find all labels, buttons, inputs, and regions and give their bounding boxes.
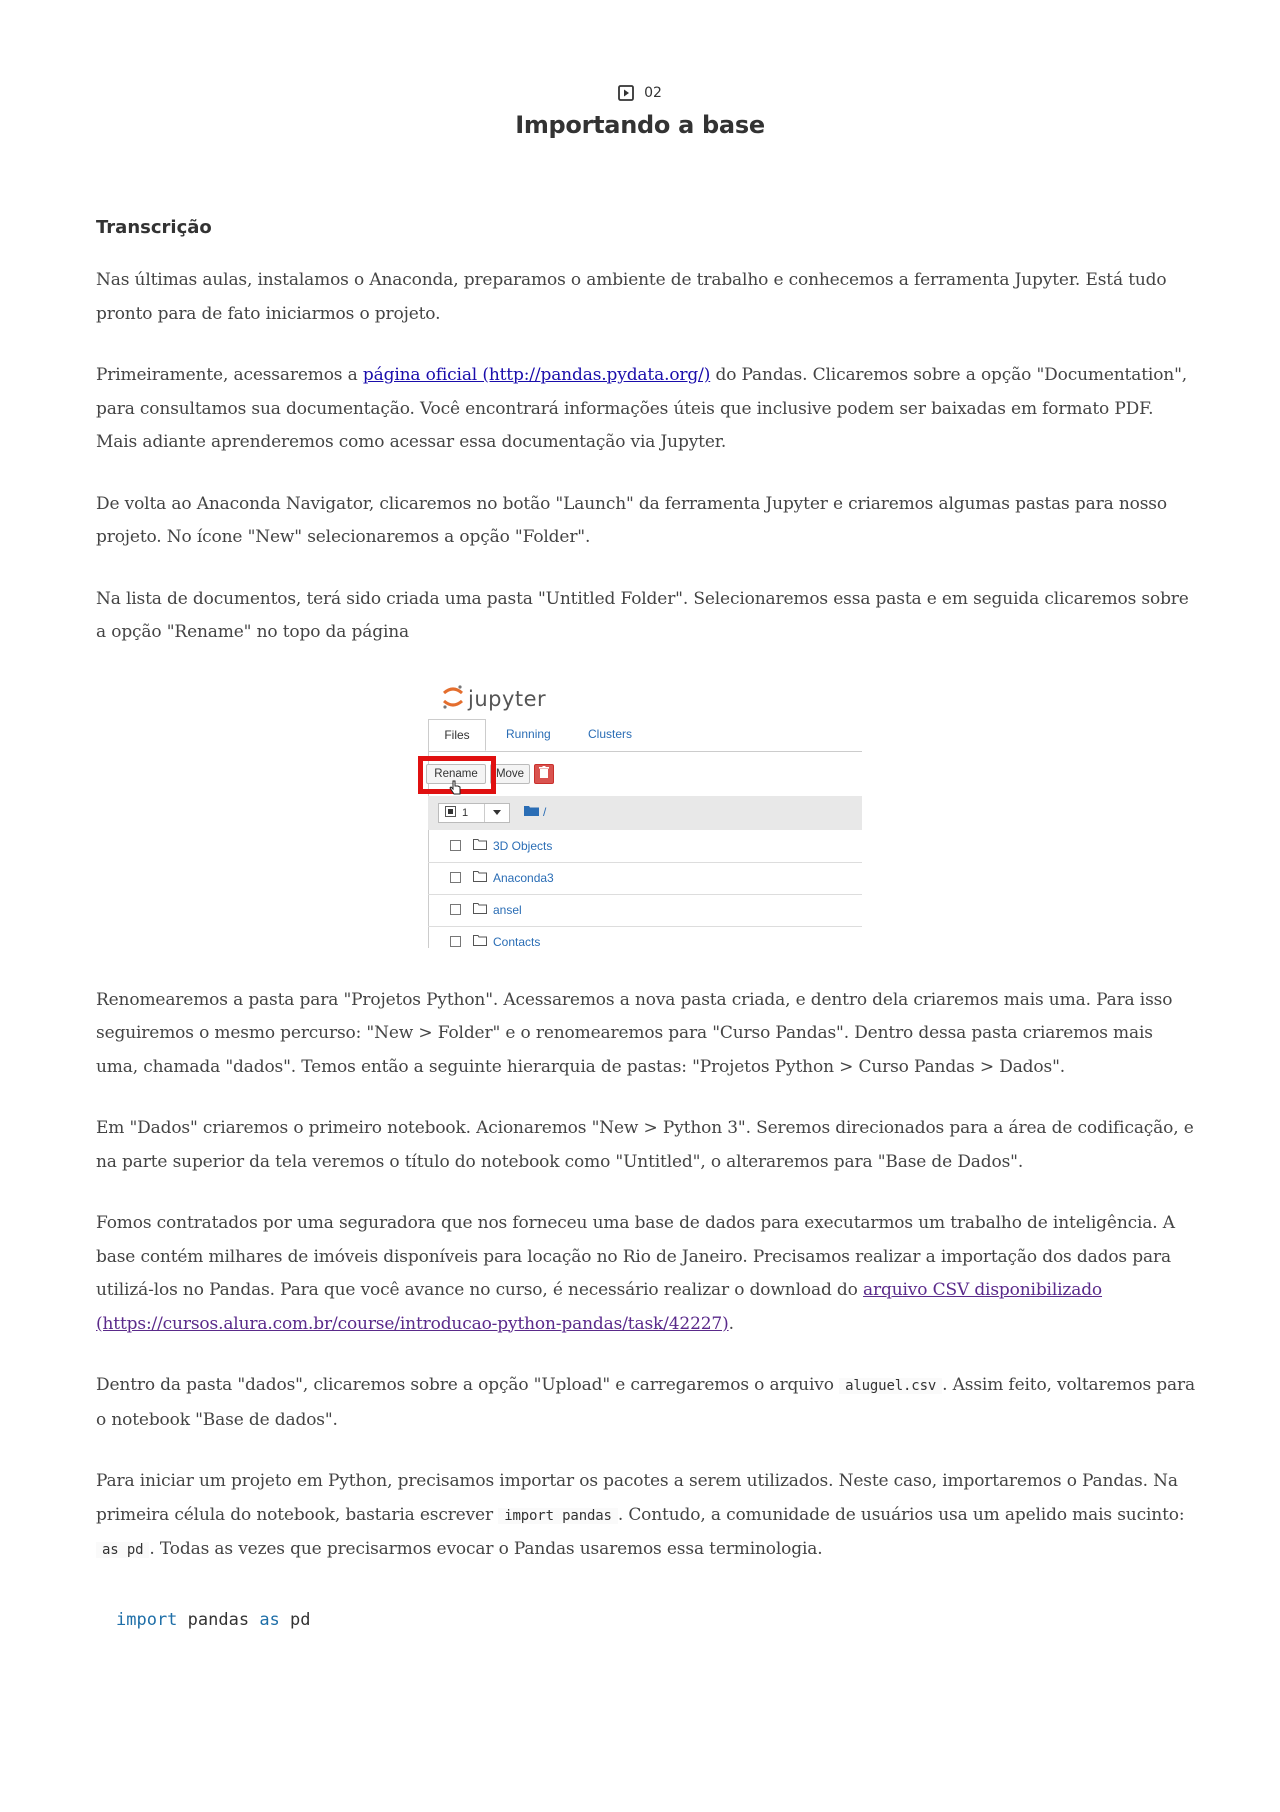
- jupyter-screenshot: [402, 678, 862, 948]
- folder-name: 3D Objects: [493, 838, 553, 853]
- csv-download-link[interactable]: arquivo CSV disponibilizado (https://cursos.alura.com.br/course/introducao-python-pandas/task/42227): [96, 1280, 1103, 1334]
- trash-icon: [539, 766, 549, 781]
- paragraph-text: Para iniciar um projeto em Python, precisamos importar os pacotes a serem utilizados. Neste caso, importaremos o Pandas. Na primeira célula do notebook, bastaria escrever: [96, 1471, 1178, 1525]
- paragraph-text: . Assim feito, voltaremos para o notebook "Base de dados".: [96, 1375, 1195, 1430]
- delete-button[interactable]: [534, 764, 554, 784]
- paragraph-text: .: [728, 1313, 734, 1334]
- jupyter-logo-icon: [442, 684, 464, 714]
- folder-outline-icon: [473, 903, 487, 917]
- checkbox-indeterminate-icon: [445, 806, 456, 820]
- folder-outline-icon: [473, 839, 487, 853]
- paragraph-9: [96, 1465, 1196, 1568]
- folder-outline-icon: [473, 871, 487, 885]
- list-item[interactable]: [428, 830, 862, 863]
- list-item[interactable]: [428, 926, 862, 958]
- chevron-down-icon: [484, 804, 501, 822]
- select-all-dropdown[interactable]: [438, 803, 510, 823]
- code-alias: pd: [279, 1609, 311, 1630]
- page-title: Importando a base: [515, 111, 765, 139]
- paragraph-text: Fomos contratados por uma seguradora que nos forneceu uma base de dados para executarmos um trabalho de inteligência. A base contém milhares de imóveis disponíveis para locação no Rio de Janeiro. Precisamos realizar a importação dos dados para utilizá-los no Pandas. Para que você avance no curso, é necessário realizar o download do: [96, 1213, 1175, 1300]
- paragraph-text: do Pandas. Clicaremos sobre a opção "Documentation", para consultamos sua documentação. Você encontrará informações úteis que inclusive podem ser baixadas em formato PDF. Mais adiante aprenderemos como acessar essa documentação via Jupyter.: [96, 365, 1188, 452]
- row-checkbox[interactable]: [450, 936, 461, 947]
- transcript-content: [96, 214, 1196, 1630]
- paragraph-5: Renomearemos a pasta para "Projetos Python". Acessaremos a nova pasta criada, e dentro dela criaremos mais uma. Para isso seguiremos o mesmo percurso: "New > Folder" e o renomearemos para "Curso Pandas". Dentro dessa pasta criaremos mais uma, chamada "dados". Temos então a seguinte hierarquia de pastas: "Projetos Python > Curso Pandas > Dados".: [96, 989, 1173, 1077]
- paragraph-text: Primeiramente, acessaremos a: [96, 365, 363, 385]
- code-block: [96, 1610, 1196, 1630]
- inline-code-import: import pandas: [498, 1508, 618, 1524]
- paragraph-text: . Contudo, a comunidade de usuários usa um apelido mais sucinto:: [617, 1504, 1185, 1525]
- row-checkbox[interactable]: [450, 904, 461, 915]
- paragraph-text: Dentro da pasta "dados", clicaremos sobre a opção "Upload" e carregaremos o arquivo: [96, 1375, 840, 1395]
- lesson-number-row: [0, 83, 1280, 103]
- breadcrumb-root: /: [543, 804, 547, 819]
- code-keyword-import: import: [116, 1609, 178, 1630]
- folder-name: ansel: [493, 902, 522, 917]
- selected-count: 1: [462, 806, 469, 819]
- folder-icon: [524, 805, 539, 819]
- paragraph-1: Nas últimas aulas, instalamos o Anaconda, preparamos o ambiente de trabalho e conhecemos a ferramenta Jupyter. Está tudo pronto para de fato iniciarmos o projeto.: [96, 270, 1167, 324]
- paragraph-text: . Todas as vezes que precisarmos evocar o Pandas usaremos essa terminologia.: [149, 1539, 823, 1559]
- list-item[interactable]: [428, 894, 862, 927]
- code-module: pandas: [177, 1609, 260, 1630]
- tab-clusters[interactable]: Clusters: [588, 726, 633, 741]
- file-list-header: [428, 796, 862, 830]
- folder-name: Anaconda3: [493, 870, 554, 885]
- inline-code-filename: aluguel.csv: [839, 1378, 942, 1394]
- video-icon: [618, 85, 634, 101]
- folder-outline-icon: [473, 935, 487, 949]
- paragraph-4: Na lista de documentos, terá sido criada uma pasta "Untitled Folder". Selecionaremos essa pasta e em seguida clicaremos sobre a opção "Rename" no topo da página: [96, 588, 1189, 642]
- jupyter-tabs: [428, 719, 862, 752]
- section-heading: Transcrição: [96, 217, 212, 238]
- paragraph-3: De volta ao Anaconda Navigator, clicaremos no botão "Launch" da ferramenta Jupyter e criaremos algumas pastas para nosso projeto. No ícone "New" selecionaremos a opção "Folder".: [96, 493, 1167, 547]
- row-checkbox[interactable]: [450, 840, 461, 851]
- paragraph-2: [96, 359, 1196, 460]
- jupyter-logo: [442, 684, 546, 714]
- lesson-number: 02: [644, 85, 662, 101]
- rename-button[interactable]: Rename: [426, 764, 486, 784]
- jupyter-logo-text: jupyter: [468, 686, 547, 711]
- tab-running[interactable]: Running: [506, 726, 551, 741]
- move-button[interactable]: Move: [490, 764, 530, 784]
- paragraph-7: [96, 1207, 1196, 1341]
- code-keyword-as: as: [259, 1609, 280, 1630]
- inline-code-alias: as pd: [96, 1542, 149, 1558]
- breadcrumb[interactable]: [524, 805, 546, 819]
- paragraph-8: [96, 1369, 1196, 1437]
- tab-files[interactable]: Files: [428, 719, 486, 751]
- list-item[interactable]: [428, 862, 862, 895]
- lesson-header: [0, 83, 1280, 139]
- row-checkbox[interactable]: [450, 872, 461, 883]
- pandas-official-link[interactable]: página oficial (http://pandas.pydata.org/): [362, 365, 711, 385]
- paragraph-6: Em "Dados" criaremos o primeiro notebook. Acionaremos "New > Python 3". Seremos direcionados para a área de codificação, e na parte superior da tela veremos o título do notebook como "Untitled", o alteraremos para "Base de Dados".: [96, 1118, 1194, 1172]
- folder-name: Contacts: [493, 934, 541, 949]
